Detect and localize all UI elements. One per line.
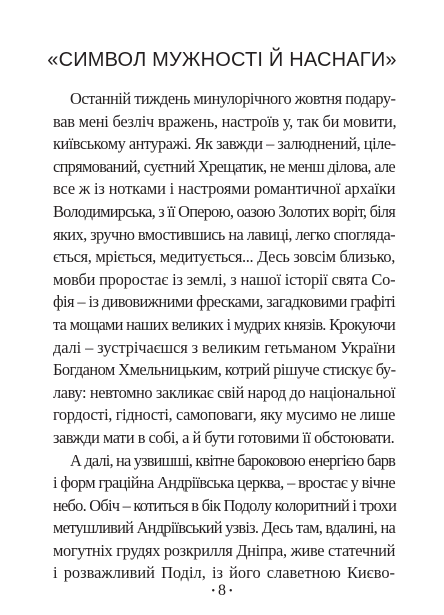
text-line: київському антуражі. Як завжди – залюднений, ціле- [53, 134, 396, 154]
body-text [53, 88, 395, 585]
text-line: спрямований, суєтний Хрещатик, не менш ділова, але [53, 156, 395, 176]
text-line: ється, мріється, медитується... Десь зовсім близько, [53, 247, 395, 267]
text-line: фія – із дивовижними фресками, загадковими графіті [53, 292, 396, 312]
text-line: далі – зустрічаєшся з великим гетьманом України [53, 337, 396, 357]
page-footer [0, 582, 444, 600]
text-line: небо. Обіч – котиться в бік Подолу колоритний і трохи [53, 495, 397, 515]
text-line: метушливий Андріївський узвіз. Десь там, вдалині, на [53, 518, 395, 538]
text-line: могутніх грудях розкрилля Дніпра, живе статечний [53, 540, 395, 560]
text-line: все ж із нотками і настроями романтичної архаїки [53, 179, 396, 199]
text-line: і форм граційна Андріївська церква, – вростає у вічне [53, 473, 395, 493]
text-line: гордості, гідності, самоповаги, яку мусимо не лише [53, 405, 395, 425]
paragraph [53, 450, 395, 586]
page-number: 8 [218, 582, 226, 599]
text-line: Богданом Хмельницьким, котрий рішуче стискує бу- [53, 360, 396, 380]
text-line: вав мені безліч вражень, настроїв у, так би мовити, [53, 111, 397, 131]
text-line: Володимирська, з її Оперою, оазою Золотих воріт, біля [53, 201, 395, 221]
text-line: мовби проростає із землі, з нашої історії свята Со- [53, 269, 396, 289]
footer-dot-right: • [229, 585, 233, 597]
text-line: завжди мати в собі, а й бути готовими її обстоювати. [53, 427, 395, 447]
paragraph [53, 88, 395, 450]
chapter-title: «СИМВОЛ МУЖНОСТІ Й НАСНАГИ» [47, 49, 397, 71]
text-line: та мощами наших великих і мудрих князів. Крокуючи [53, 314, 395, 334]
text-line: яких, зручно вмостившись на лавиці, легко споглядa- [53, 224, 395, 244]
text-line: і розважливий Поділ, із його славетною Києво- [53, 563, 395, 583]
footer-dot-left: • [211, 585, 215, 597]
text-line: лаву: невтомно закликає свій народ до національної [53, 382, 396, 402]
text-line: А далі, на узвишші, квітне бароковою енергією барв [70, 450, 395, 470]
text-line: Останній тиждень минулорічного жовтня подару- [70, 89, 396, 108]
